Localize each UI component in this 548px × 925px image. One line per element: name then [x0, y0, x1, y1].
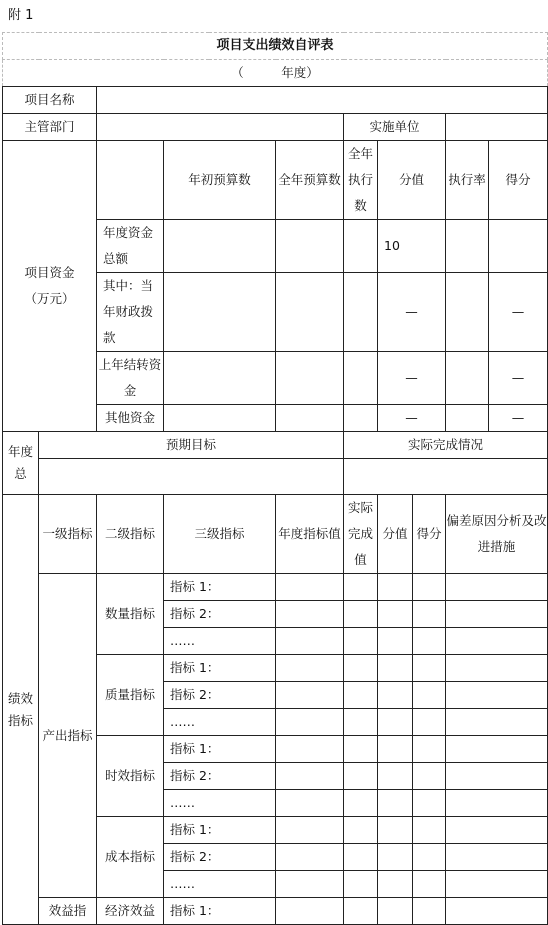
group-quantity: 数量指标 — [97, 574, 164, 655]
cell — [344, 898, 378, 925]
project-name-value — [97, 87, 548, 114]
indicator-item: 指标 2： — [164, 682, 276, 709]
cell — [446, 405, 489, 432]
cell — [344, 871, 378, 898]
cell — [413, 817, 446, 844]
cell — [276, 898, 344, 925]
cell — [276, 790, 344, 817]
indicator-item: 指标 1： — [164, 655, 276, 682]
group-cost: 成本指标 — [97, 817, 164, 898]
h-actual: 实际完成值 — [344, 495, 378, 574]
indicator-item: 指标 1： — [164, 574, 276, 601]
cell — [446, 898, 548, 925]
cell — [378, 709, 413, 736]
cell — [276, 763, 344, 790]
indicator-item: 指标 2： — [164, 844, 276, 871]
cell — [164, 405, 276, 432]
funds-row-fiscal: 其中：当年财政拨款 — [97, 273, 164, 352]
h-level3: 三级指标 — [164, 495, 276, 574]
cell — [344, 405, 378, 432]
col-exec-rate: 执行率 — [446, 141, 489, 220]
cell — [276, 220, 344, 273]
cell — [446, 273, 489, 352]
indicator-item: …… — [164, 628, 276, 655]
funds-label-line1: 项目资金 — [24, 265, 75, 280]
h-deviation: 偏差原因分析及改进措施 — [446, 495, 548, 574]
actual-completion-label: 实际完成情况 — [344, 432, 548, 459]
cell — [276, 405, 344, 432]
indicator-item: …… — [164, 709, 276, 736]
h-level2: 二级指标 — [97, 495, 164, 574]
score-value-dash: — — [378, 273, 446, 352]
cell — [413, 763, 446, 790]
cell — [344, 736, 378, 763]
cell — [276, 709, 344, 736]
cell — [446, 601, 548, 628]
cell — [446, 709, 548, 736]
cell — [413, 898, 446, 925]
funds-label — [3, 141, 97, 432]
cell — [413, 601, 446, 628]
h-annual: 年度指标值 — [276, 495, 344, 574]
annex-label: 附 1 — [8, 8, 34, 23]
cell — [276, 601, 344, 628]
cell — [378, 898, 413, 925]
group-quality: 质量指标 — [97, 655, 164, 736]
year-goal-label: 年度总 — [3, 432, 39, 495]
cell — [344, 817, 378, 844]
indicator-item: …… — [164, 871, 276, 898]
cell — [446, 220, 489, 273]
indicator-item: 指标 1： — [164, 817, 276, 844]
cell — [378, 601, 413, 628]
cell — [276, 817, 344, 844]
cell — [276, 682, 344, 709]
cell — [344, 574, 378, 601]
group-economic: 经济效益 — [97, 898, 164, 925]
impl-unit-label: 实施单位 — [344, 114, 446, 141]
funds-label-line2: （万元） — [24, 291, 75, 306]
cell — [378, 844, 413, 871]
cell — [344, 601, 378, 628]
cell — [413, 682, 446, 709]
funds-header-blank — [97, 141, 164, 220]
cell — [446, 628, 548, 655]
cell — [446, 682, 548, 709]
cell — [413, 655, 446, 682]
cell — [378, 871, 413, 898]
cell — [164, 273, 276, 352]
cell — [276, 574, 344, 601]
cell — [276, 628, 344, 655]
cell — [378, 682, 413, 709]
cell — [446, 655, 548, 682]
perf-indicators-label: 绩效指标 — [3, 495, 39, 925]
cell — [276, 352, 344, 405]
cell — [344, 790, 378, 817]
cell — [276, 655, 344, 682]
dept-value — [97, 114, 344, 141]
cell — [413, 871, 446, 898]
cell — [378, 763, 413, 790]
indicator-item: 指标 1： — [164, 898, 276, 925]
score-dash: — — [489, 405, 548, 432]
cell — [413, 736, 446, 763]
actual-completion-value — [344, 459, 548, 495]
cell — [344, 844, 378, 871]
cell — [489, 220, 548, 273]
output-indicators-label: 产出指标 — [39, 574, 97, 898]
col-full-budget: 全年预算数 — [276, 141, 344, 220]
expected-goal-value — [39, 459, 344, 495]
col-score: 得分 — [489, 141, 548, 220]
cell — [164, 220, 276, 273]
cell — [344, 273, 378, 352]
year-line: （ 年度） — [3, 60, 548, 87]
cell — [446, 763, 548, 790]
cell — [344, 628, 378, 655]
score-value-dash: — — [378, 405, 446, 432]
col-score-value: 分值 — [378, 141, 446, 220]
score-dash: — — [489, 273, 548, 352]
cell — [446, 817, 548, 844]
impl-unit-value — [446, 114, 548, 141]
score-dash: — — [489, 352, 548, 405]
cell — [276, 844, 344, 871]
cell — [276, 736, 344, 763]
col-full-exec: 全年执行数 — [344, 141, 378, 220]
funds-row-total: 年度资金总额 — [97, 220, 164, 273]
indicator-item: 指标 1： — [164, 736, 276, 763]
expected-goal-label: 预期目标 — [39, 432, 344, 459]
cell — [378, 628, 413, 655]
cell — [446, 352, 489, 405]
indicator-item: 指标 2： — [164, 763, 276, 790]
cell — [378, 655, 413, 682]
cell — [378, 817, 413, 844]
h-score: 得分 — [413, 495, 446, 574]
cell — [276, 273, 344, 352]
score-value-total: 10 — [378, 220, 446, 273]
h-level1: 一级指标 — [39, 495, 97, 574]
form-title: 项目支出绩效自评表 — [3, 33, 548, 60]
cell — [344, 352, 378, 405]
cell — [164, 352, 276, 405]
cell — [344, 763, 378, 790]
indicator-item: 指标 2： — [164, 601, 276, 628]
cell — [344, 709, 378, 736]
cell — [344, 220, 378, 273]
evaluation-form — [2, 32, 547, 918]
cell — [413, 790, 446, 817]
group-timeliness: 时效指标 — [97, 736, 164, 817]
funds-row-carryover: 上年结转资金 — [97, 352, 164, 405]
benefit-indicators-label: 效益指 — [39, 898, 97, 925]
cell — [446, 871, 548, 898]
cell — [413, 574, 446, 601]
dept-label: 主管部门 — [3, 114, 97, 141]
funds-row-other: 其他资金 — [97, 405, 164, 432]
cell — [344, 655, 378, 682]
cell — [344, 682, 378, 709]
form-table — [2, 32, 548, 925]
cell — [413, 628, 446, 655]
project-name-label: 项目名称 — [3, 87, 97, 114]
cell — [378, 790, 413, 817]
h-score-value: 分值 — [378, 495, 413, 574]
cell — [413, 709, 446, 736]
cell — [378, 574, 413, 601]
cell — [446, 790, 548, 817]
score-value-dash: — — [378, 352, 446, 405]
indicator-item: …… — [164, 790, 276, 817]
cell — [378, 736, 413, 763]
cell — [276, 871, 344, 898]
cell — [413, 844, 446, 871]
cell — [446, 844, 548, 871]
cell — [446, 574, 548, 601]
col-initial-budget: 年初预算数 — [164, 141, 276, 220]
cell — [446, 736, 548, 763]
